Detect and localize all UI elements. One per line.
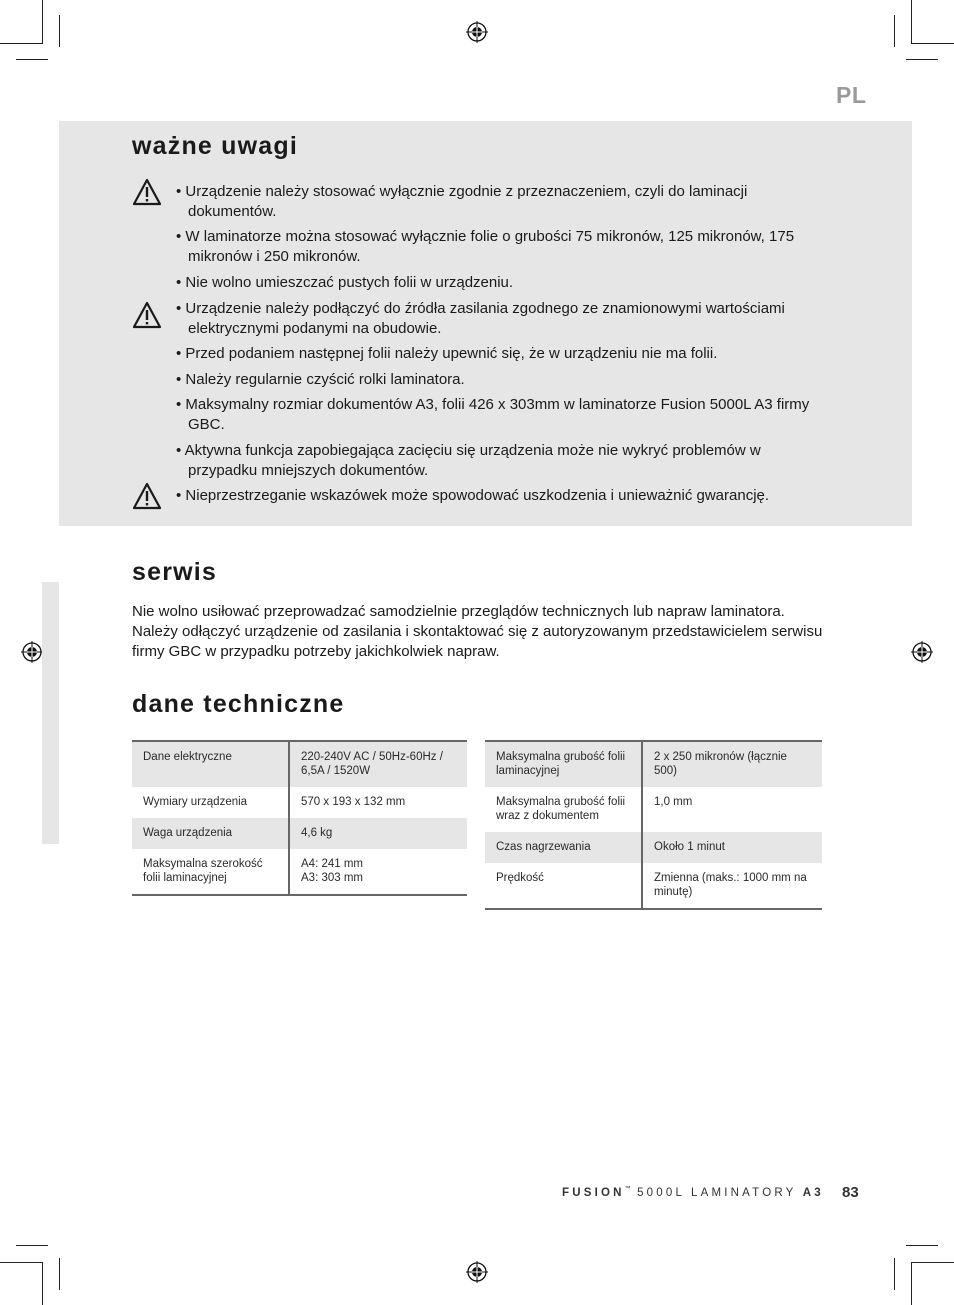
crop-mark <box>906 59 938 60</box>
note-item: • Aktywna funkcja zapobiegająca zacięciu się urządzenia może nie wykryć problemów w przypadku mniejszych dokumentów. <box>176 442 761 479</box>
note-item: • Należy regularnie czyścić rolki laminatora. <box>176 371 465 388</box>
crop-mark <box>59 1258 60 1290</box>
table-row <box>132 741 467 787</box>
crop-mark <box>906 1245 938 1246</box>
registration-mark-icon <box>466 21 488 43</box>
table-row <box>485 832 822 863</box>
table-row <box>132 818 467 849</box>
crop-mark <box>16 59 48 60</box>
crop-mark <box>0 43 43 44</box>
specs-table-left <box>132 740 467 896</box>
spec-value: 570 x 193 x 132 mm <box>301 796 406 808</box>
spec-label: Czas nagrzewania <box>485 832 642 863</box>
note-item: • Przed podaniem następnej folii należy upewnić się, że w urządzeniu nie ma folii. <box>176 345 718 362</box>
crop-mark <box>911 0 912 44</box>
page-number: 83 <box>842 1184 859 1201</box>
table-row <box>485 863 822 909</box>
spec-value: A4: 241 mm A3: 303 mm <box>301 858 363 884</box>
table-row <box>485 787 822 832</box>
note-item: • Nie wolno umieszczać pustych folii w urządzeniu. <box>176 274 514 291</box>
warning-triangle-icon <box>132 178 162 206</box>
crop-mark <box>0 1262 43 1263</box>
spec-label: Wymiary urządzenia <box>132 787 289 818</box>
table-row <box>485 741 822 787</box>
crop-mark <box>911 1262 912 1305</box>
registration-mark-icon <box>911 641 933 663</box>
footer-product-name <box>562 1186 824 1199</box>
note-item: • Urządzenie należy stosować wyłącznie zgodnie z przeznaczeniem, czyli do laminacji dokumentów. <box>176 183 748 220</box>
spec-label: Dane elektryczne <box>132 741 289 787</box>
side-tab-bar <box>42 582 59 844</box>
spec-label: Prędkość <box>485 863 642 909</box>
spec-value: 4,6 kg <box>289 818 467 849</box>
registration-mark-icon <box>21 641 43 663</box>
language-tag: PL <box>836 82 867 108</box>
service-title: serwis <box>132 558 218 586</box>
crop-mark <box>42 0 43 44</box>
specs-title: dane techniczne <box>132 690 345 718</box>
note-item: • W laminatorze można stosować wyłącznie folie o grubości 75 mikronów, 125 mikronów, 175 mikronów i 250 mikronów. <box>176 228 795 265</box>
spec-value: Około 1 minut <box>642 832 822 863</box>
footer-size: A3 <box>802 1187 824 1199</box>
note-item: • Urządzenie należy podłączyć do źródła zasilania zgodnego ze znamionowymi wartościami elektrycznymi podanymi na obudowie. <box>176 300 785 337</box>
trademark-symbol: ™ <box>624 1186 631 1192</box>
table-row <box>132 849 467 895</box>
spec-value: 1,0 mm <box>654 796 693 808</box>
footer-brand: FUSION <box>562 1187 625 1199</box>
crop-mark <box>16 1245 48 1246</box>
note-item: • Maksymalny rozmiar dokumentów A3, folii 426 x 303mm w laminatorze Fusion 5000L A3 firmy GBC. <box>176 396 810 433</box>
spec-value: 220-240V AC / 50Hz-60Hz / 6,5A / 1520W <box>289 741 467 787</box>
crop-mark <box>42 1262 43 1305</box>
warning-triangle-icon <box>132 301 162 329</box>
spec-label: Maksymalna grubość folii wraz z dokumentem <box>485 787 642 832</box>
crop-mark <box>894 15 895 47</box>
specs-table-right <box>485 740 822 910</box>
service-text: Nie wolno usiłować przeprowadzać samodzielnie przeglądów technicznych lub napraw laminatora. Należy odłączyć urządzenie od zasilania i skontaktować się z autoryzowanym przedstawicielem serwisu firmy GBC w przypadku potrzeby jakichkolwiek napraw. <box>132 603 823 660</box>
crop-mark <box>894 1258 895 1290</box>
important-notes-title: ważne uwagi <box>132 132 299 160</box>
spec-label: Maksymalna grubość folii laminacyjnej <box>485 741 642 787</box>
warning-triangle-icon <box>132 482 162 510</box>
crop-mark <box>59 15 60 47</box>
crop-mark <box>911 1262 954 1263</box>
registration-mark-icon <box>466 1261 488 1283</box>
crop-mark <box>911 43 954 44</box>
spec-value: 2 x 250 mikronów (łącznie 500) <box>642 741 822 787</box>
footer-model: 5000L LAMINATORY <box>637 1187 797 1199</box>
spec-value: Zmienna (maks.: 1000 mm na minutę) <box>654 872 807 898</box>
table-row <box>132 787 467 818</box>
spec-label: Maksymalna szerokość folii laminacyjnej <box>132 849 289 895</box>
spec-label: Waga urządzenia <box>132 818 289 849</box>
note-item: • Nieprzestrzeganie wskazówek może spowodować uszkodzenia i unieważnić gwarancję. <box>176 487 770 504</box>
